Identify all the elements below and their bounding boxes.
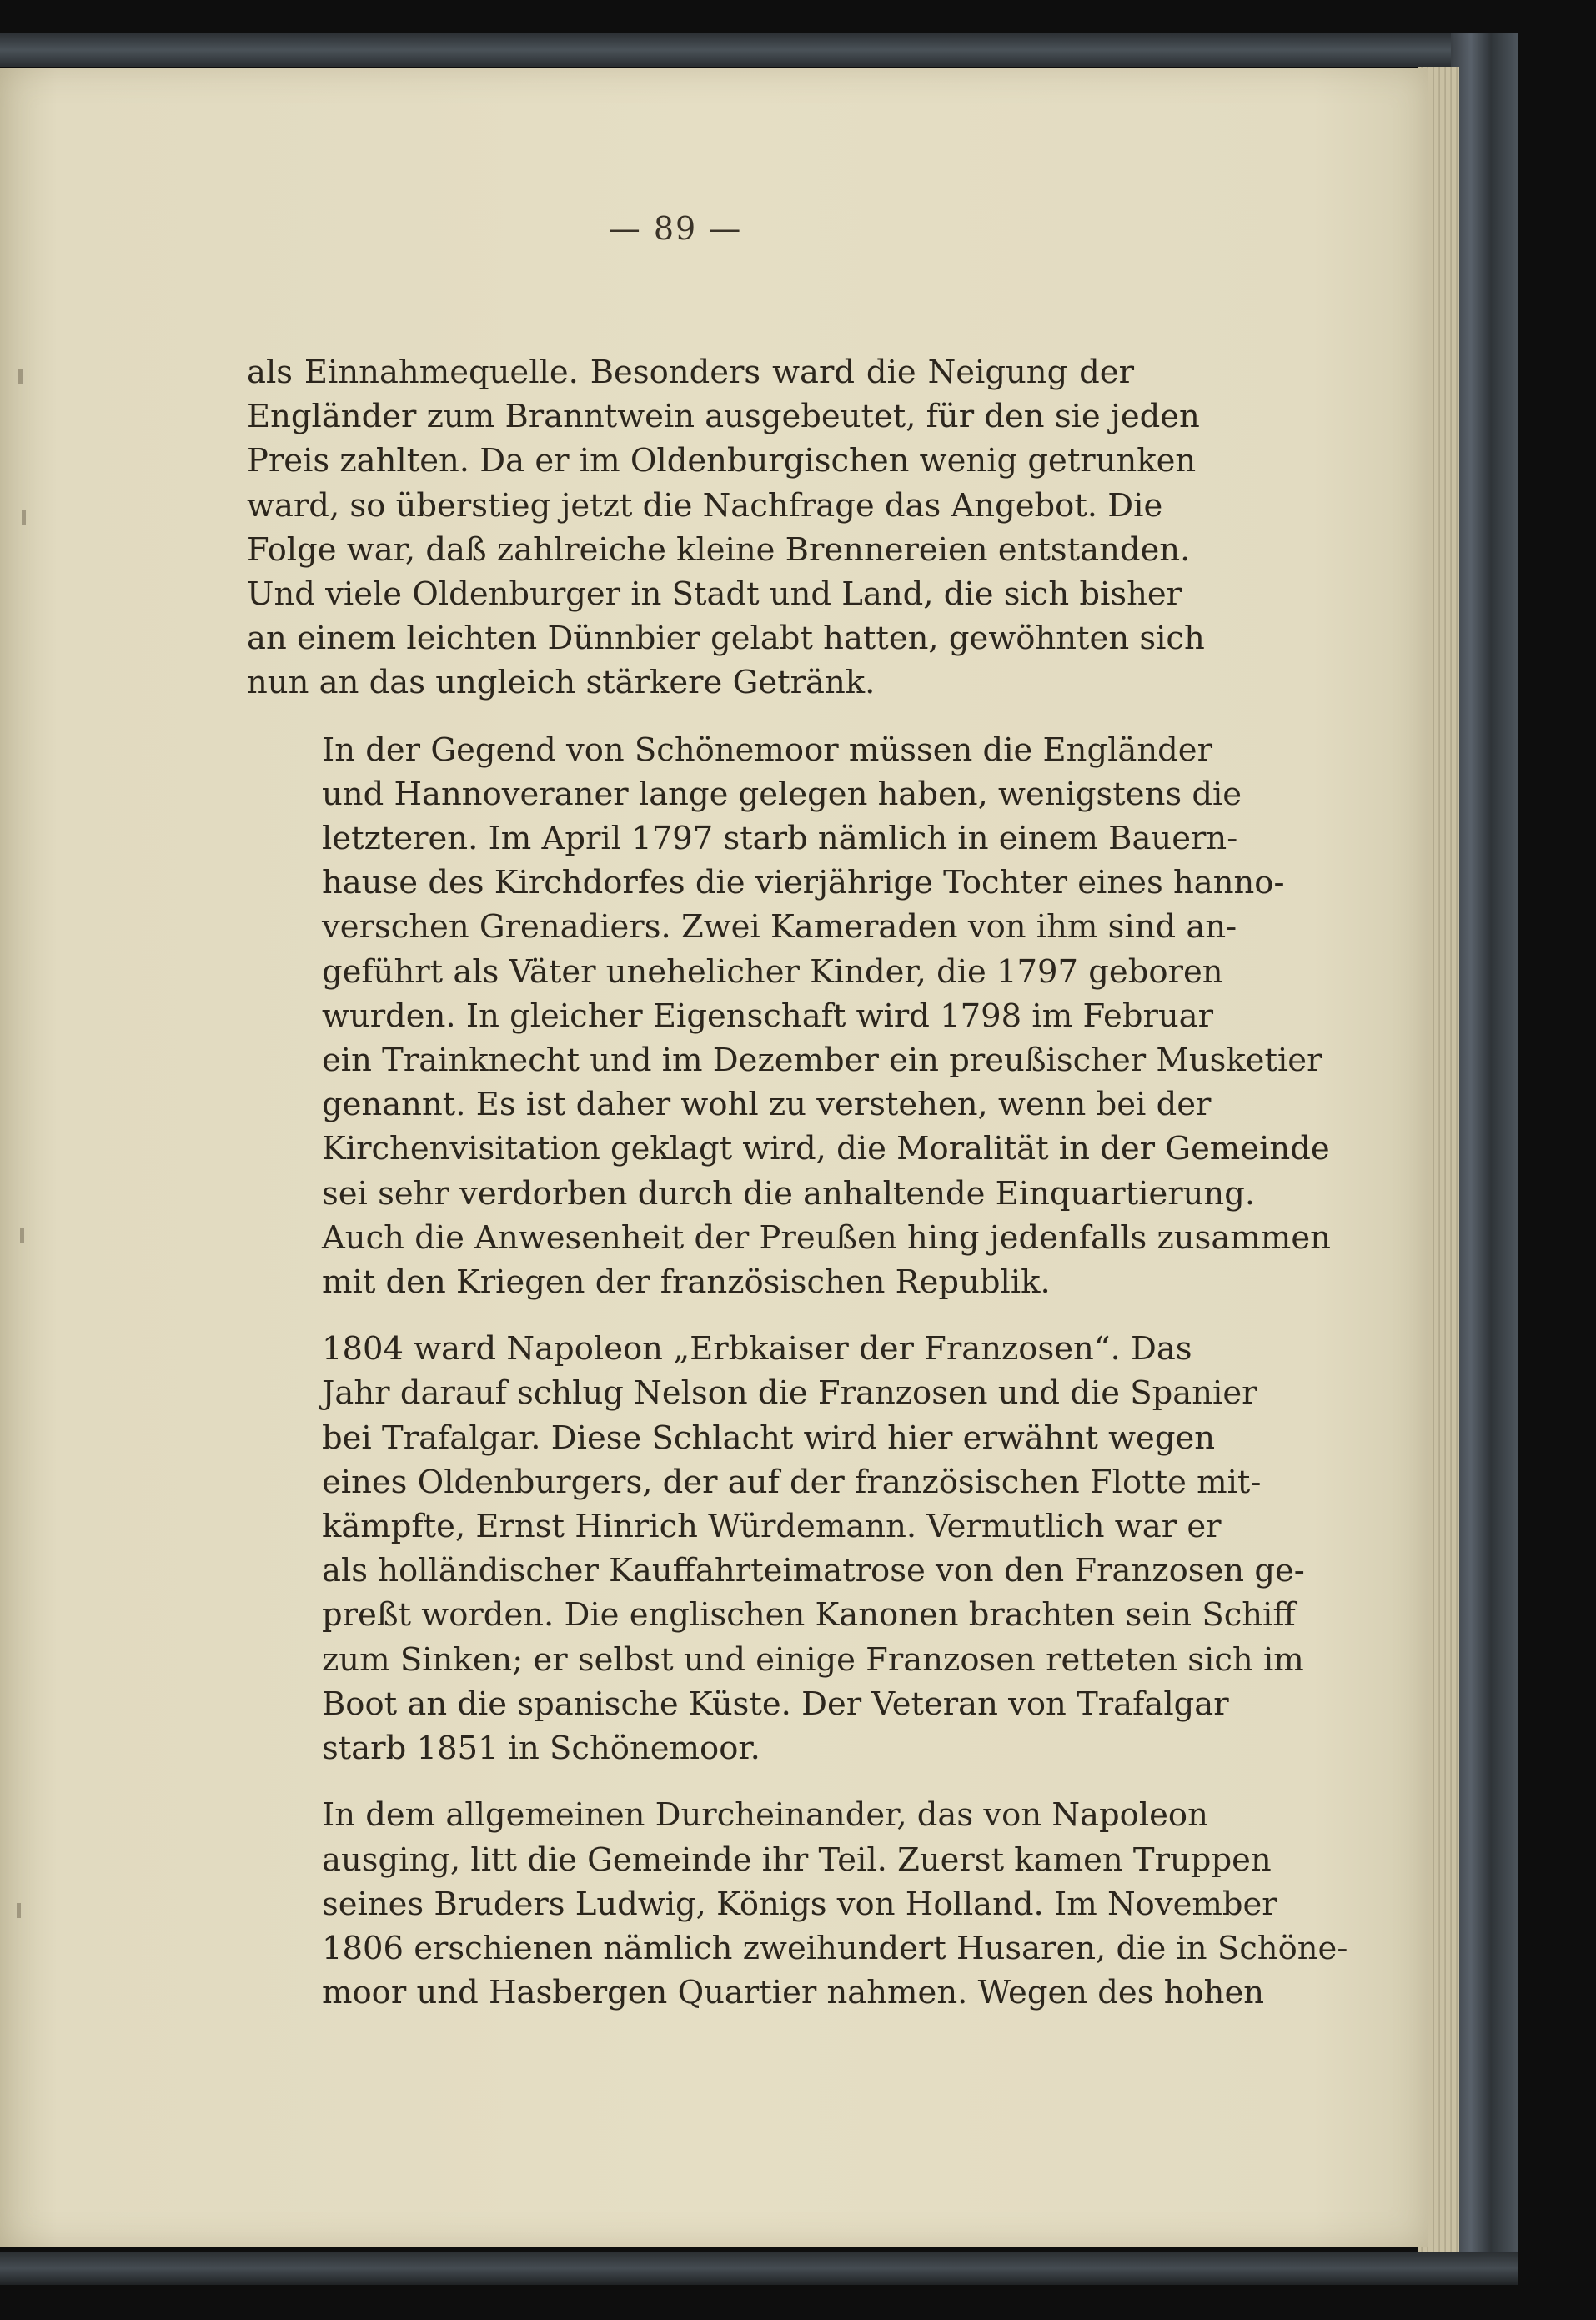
text-line: 1806 erschienen nämlich zweihundert Husaren, die in Schöne- [322, 1929, 1348, 1967]
text-line: preßt worden. Die englischen Kanonen brachten sein Schiff [322, 1596, 1296, 1635]
book-cover-bottom-edge [0, 2252, 1518, 2285]
text-line: hause des Kirchdorfes die vierjährige Tochter eines hanno- [322, 864, 1285, 902]
text-line: In dem allgemeinen Durcheinander, das von Napoleon [322, 1796, 1208, 1835]
text-line: 1804 ward Napoleon „Erbkaiser der Franzosen“. Das [322, 1330, 1192, 1368]
text-line: moor und Hasbergen Quartier nahmen. Wegen des hohen [322, 1974, 1265, 2012]
margin-speck [20, 1228, 24, 1243]
text-line: ward, so überstieg jetzt die Nachfrage das Angebot. Die [247, 486, 1163, 525]
text-line: wurden. In gleicher Eigenschaft wird 1798 im Februar [322, 997, 1214, 1035]
text-line: ein Trainknecht und im Dezember ein preußischer Musketier [322, 1042, 1322, 1080]
body-text [247, 350, 1348, 2015]
text-line: Und viele Oldenburger in Stadt und Land, die sich bisher [247, 575, 1182, 614]
text-line: als holländischer Kauffahrteimatrose von den Franzosen ge- [322, 1552, 1305, 1590]
text-line: Engländer zum Branntwein ausgebeutet, für den sie jeden [247, 398, 1200, 436]
paragraph [247, 1327, 1305, 1770]
text-line: seines Bruders Ludwig, Königs von Holland. Im November [322, 1885, 1277, 1923]
text-line: geführt als Väter unehelicher Kinder, die 1797 geboren [322, 952, 1223, 991]
book-cover-right-edge [1451, 33, 1518, 2277]
margin-speck [17, 1903, 21, 1918]
text-line: an einem leichten Dünnbier gelabt hatten, gewöhnten sich [247, 620, 1205, 658]
page-number: — 89 — [608, 210, 743, 247]
text-line: Auch die Anwesenheit der Preußen hing jedenfalls zusammen [322, 1218, 1331, 1257]
text-line: kämpfte, Ernst Hinrich Würdemann. Vermutlich war er [322, 1508, 1222, 1546]
text-line: In der Gegend von Schönemoor müssen die Engländer [322, 731, 1212, 769]
text-line: genannt. Es ist daher wohl zu verstehen, wenn bei der [322, 1086, 1212, 1124]
paragraph [247, 350, 1205, 706]
margin-speck [18, 369, 23, 384]
text-line: letzteren. Im April 1797 starb nämlich in einem Bauern- [322, 820, 1238, 858]
text-line: bei Trafalgar. Diese Schlacht wird hier erwähnt wegen [322, 1419, 1216, 1457]
text-line: nun an das ungleich stärkere Getränk. [247, 664, 876, 702]
text-line: Boot an die spanische Küste. Der Veteran von Trafalgar [322, 1685, 1229, 1723]
text-line: sei sehr verdorben durch die anhaltende Einquartierung. [322, 1174, 1256, 1213]
text-line: zum Sinken; er selbst und einige Franzosen retteten sich im [322, 1640, 1304, 1679]
paragraph [247, 728, 1331, 1305]
text-line: als Einnahmequelle. Besonders ward die Neigung der [247, 354, 1134, 391]
paragraph [247, 1793, 1348, 2015]
text-line: Preis zahlten. Da er im Oldenburgischen wenig getrunken [247, 442, 1197, 480]
text-line: verschen Grenadiers. Zwei Kameraden von ihm sind an- [322, 908, 1237, 947]
text-line: und Hannoveraner lange gelegen haben, wenigstens die [322, 775, 1242, 813]
margin-speck [22, 510, 26, 525]
book-cover-top-edge [0, 33, 1518, 67]
text-line: Folge war, daß zahlreiche kleine Brennereien entstanden. [247, 530, 1191, 569]
text-line: Kirchenvisitation geklagt wird, die Moralität in der Gemeinde [322, 1130, 1330, 1168]
text-line: ausging, litt die Gemeinde ihr Teil. Zuerst kamen Truppen [322, 1840, 1272, 1879]
text-line: starb 1851 in Schönemoor. [322, 1730, 760, 1768]
text-line: mit den Kriegen der französischen Republik. [322, 1263, 1051, 1302]
text-line: Jahr darauf schlug Nelson die Franzosen und die Spanier [322, 1374, 1257, 1413]
text-line: eines Oldenburgers, der auf der französischen Flotte mit- [322, 1463, 1262, 1501]
